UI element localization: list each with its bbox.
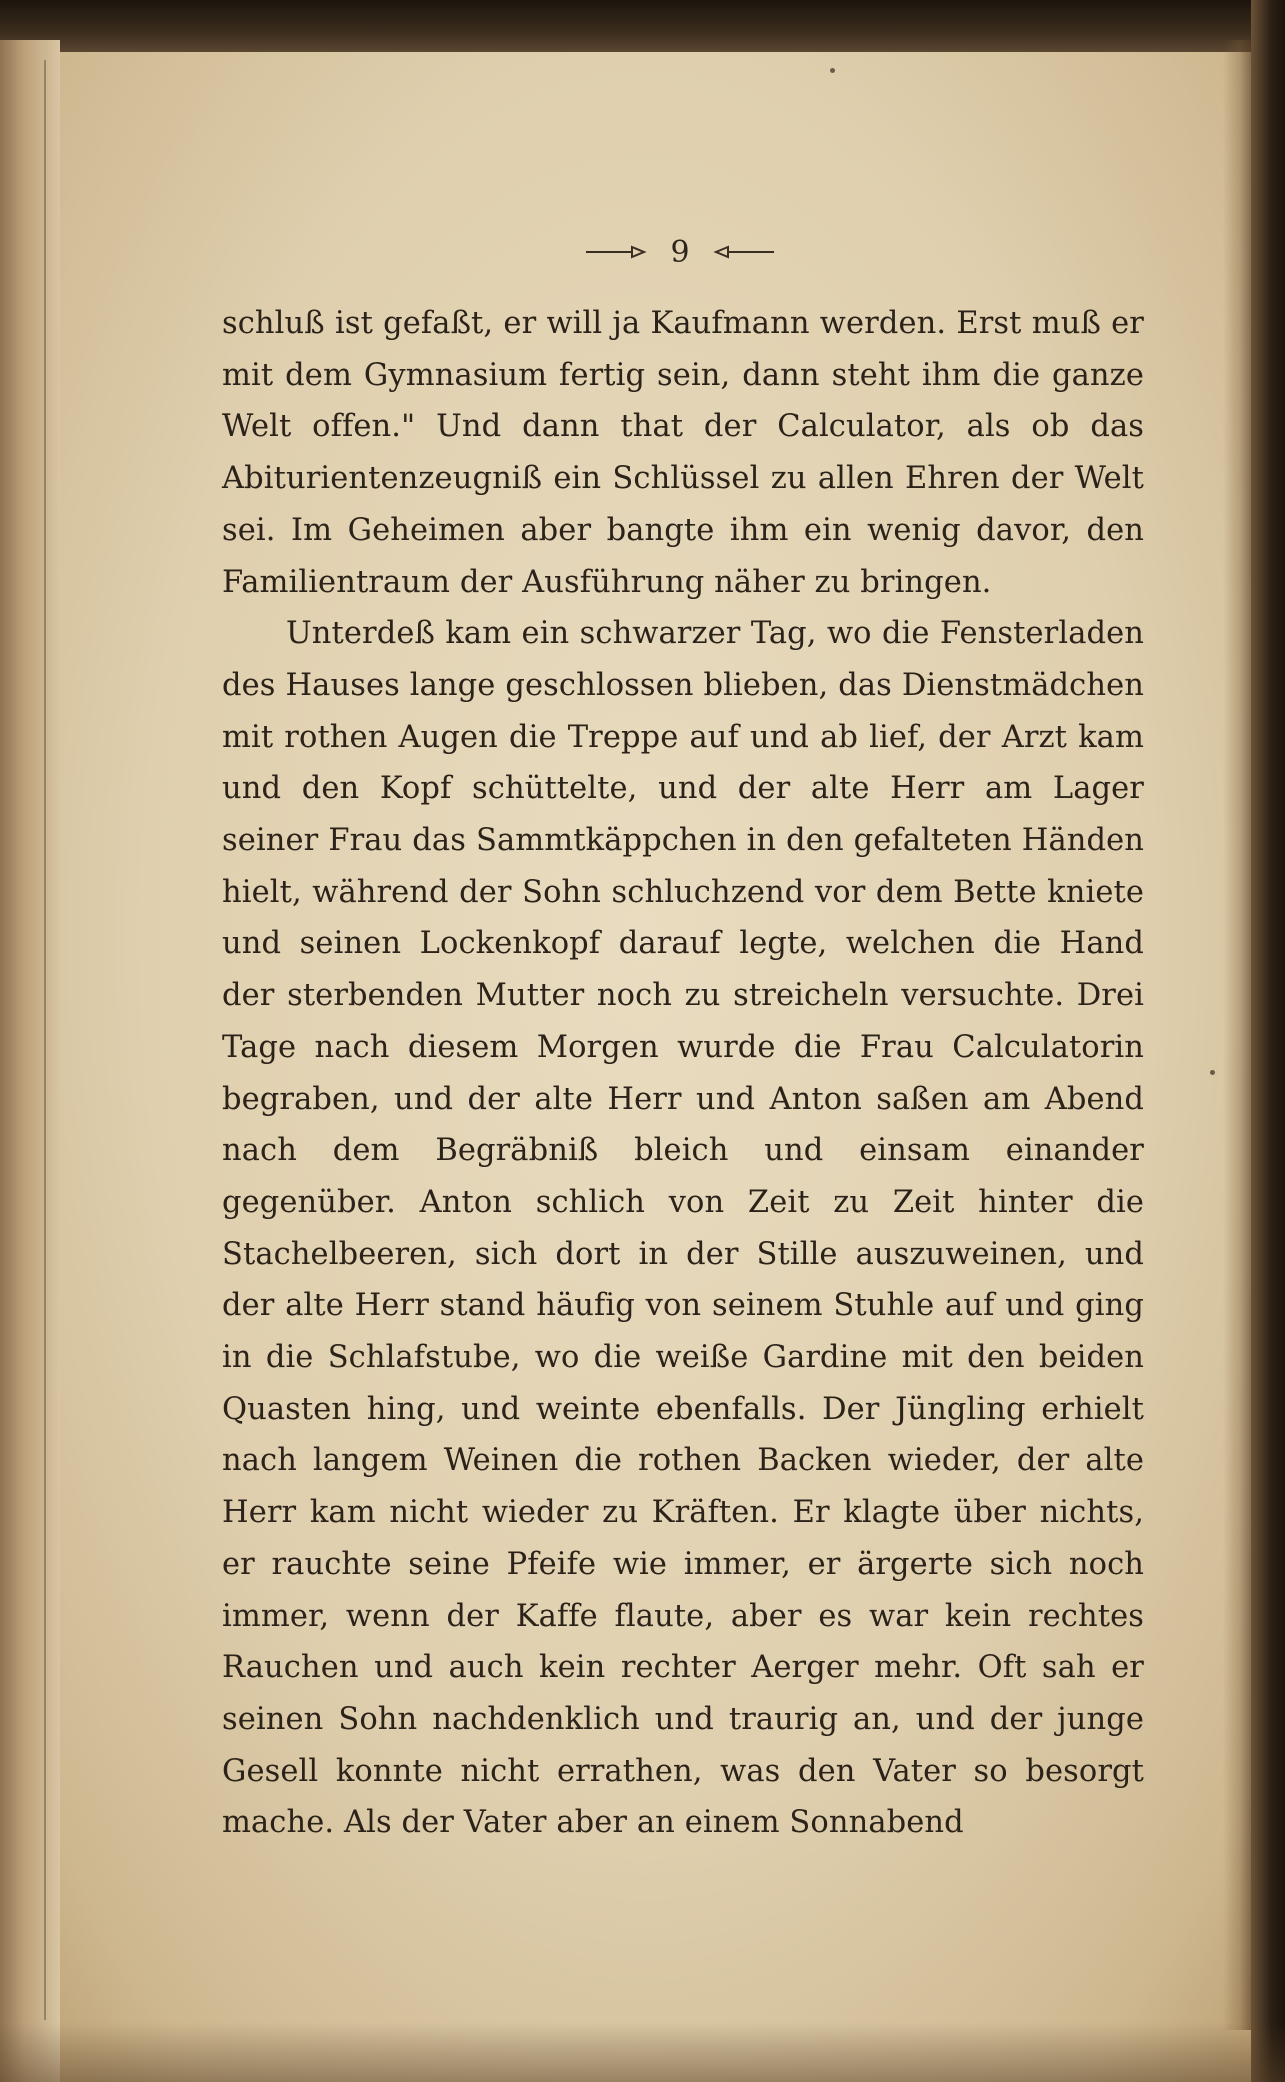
body-text <box>222 298 1144 1849</box>
page-right-edge <box>1223 40 1251 2030</box>
left-ornament-icon <box>586 245 648 259</box>
paragraph-new: Unterdeß kam ein schwarzer Tag, wo die Fensterladen des Hauses lange geschlossen blieben, das Dienstmädchen mit rothen Augen die Treppe auf und ab lief, der Arzt kam und den Kopf schüttelte, und der alte Herr am Lager seiner Frau das Sammtkäppchen in den gefalteten Händen hielt, während der Sohn schluchzend vor dem Bette kniete und seinen Lockenkopf darauf legte, welchen die Hand der sterbenden Mutter noch zu streicheln versuchte. Drei Tage nach diesem Morgen wurde die Frau Calculatorin begraben, und der alte Herr und Anton saßen am Abend nach dem Begräbniß bleich und einsam einander gegenüber. Anton schlich von Zeit zu Zeit hinter die Stachelbeeren, sich dort in der Stille auszuweinen, und der alte Herr stand häufig von seinem Stuhle auf und ging in die Schlafstube, wo die weiße Gardine mit den beiden Quasten hing, und weinte ebenfalls. Der Jüngling erhielt nach langem Weinen die rothen Backen wieder, der alte Herr kam nicht wieder zu Kräften. Er klagte über nichts, er rauchte seine Pfeife wie immer, er ärgerte sich noch immer, wenn der Kaffe flaute, aber es war kein rechtes Rauchen und auch kein rechter Aerger mehr. Oft sah er seinen Sohn nachdenklich und traurig an, und der junge Gesell konnte nicht errathen, was den Vater so besorgt mache. Als der Vater aber an einem Sonnabend <box>222 616 1144 1841</box>
book-gutter <box>0 40 60 2082</box>
ink-speck <box>830 68 835 73</box>
page-bottom-shade <box>0 2022 1285 2082</box>
page-header <box>560 232 800 272</box>
book-cover-top-edge <box>0 0 1285 52</box>
page-number: 9 <box>670 234 690 270</box>
right-ornament-icon <box>712 245 774 259</box>
paragraph-continued: schluß ist gefaßt, er will ja Kaufmann werden. Erst muß er mit dem Gymnasium fertig sein, dann steht ihm die ganze Welt offen." Und dann that der Calculator, als ob das Abiturientenzeugniß ein Schlüssel zu allen Ehren der Welt sei. Im Geheimen aber bangte ihm ein wenig davor, den Familientraum der Ausführung näher zu bringen. <box>222 306 1144 600</box>
book-cover-right-edge <box>1251 0 1285 2082</box>
gutter-crease <box>44 60 46 2020</box>
ink-speck <box>1210 1070 1215 1075</box>
